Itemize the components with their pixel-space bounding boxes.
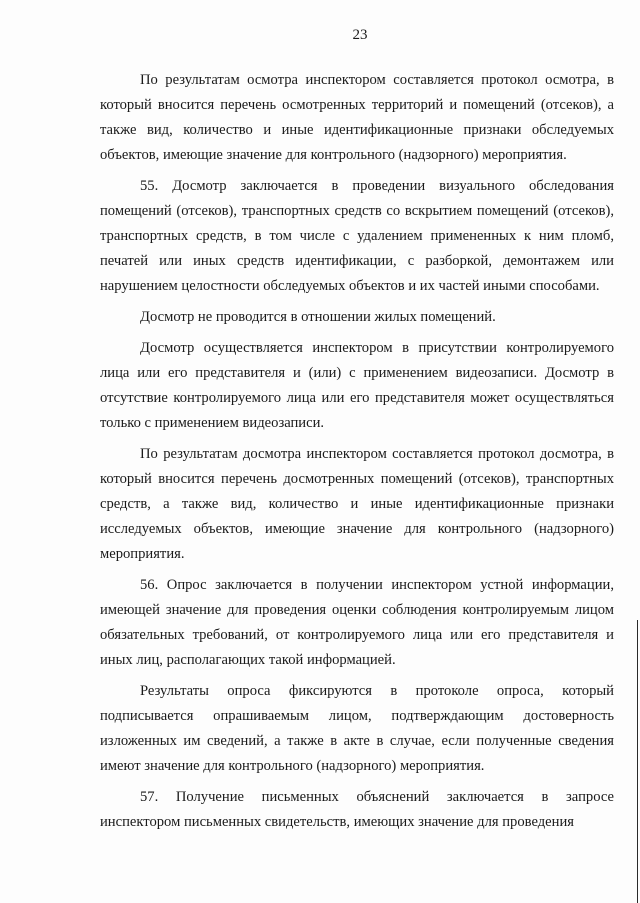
paragraph-56-interview: 56. Опрос заключается в получении инспектором устной информации, имеющей значение для проведения оценки соблюдения контролируемым лицом обязательных требований, от контролируемого лица или его представителя и иных лиц, располагающих такой информацией. [100,577,614,668]
scan-edge-line [637,620,638,903]
document-body [100,68,614,841]
paragraph-inspection-protocol: По результатам осмотра инспектором составляется протокол осмотра, в который вносится перечень осмотренных территорий и помещений (отсеков), а также вид, количество и иные идентификационные признаки обследуемых объектов, имеющие значение для контрольного (надзорного) мероприятия. [100,72,614,163]
paragraph-search-protocol: По результатам досмотра инспектором составляется протокол досмотра, в который вносится перечень досмотренных помещений (отсеков), транспортных средств, а также вид, количество и иные идентификационные признаки исследуемых объектов, имеющие значение для контрольного (надзорного) мероприятия. [100,446,614,562]
paragraph-55-search: 55. Досмотр заключается в проведении визуального обследования помещений (отсеков), транспортных средств со вскрытием помещений (отсеков), транспортных средств, в том числе с удалением примененных к ним пломб, печатей или иных средств идентификации, с разборкой, демонтажем или нарушением целостности обследуемых объектов и их частей иными способами. [100,178,614,294]
paragraph-search-residential: Досмотр не проводится в отношении жилых помещений. [140,309,496,325]
paragraph-search-presence: Досмотр осуществляется инспектором в присутствии контролируемого лица или его представителя и (или) с применением видеозаписи. Досмотр в отсутствие контролируемого лица или его представителя может осуществляться только с применением видеозаписи. [100,340,614,431]
page-number: 23 [352,27,368,43]
paragraph-57-written-explanations: 57. Получение письменных объяснений заключается в запросе инспектором письменных свидетельств, имеющих значение для проведения [100,789,614,830]
paragraph-interview-results: Результаты опроса фиксируются в протоколе опроса, который подписывается опрашиваемым лицом, подтверждающим достоверность изложенных им сведений, а также в акте в случае, если полученные сведения имеют значение для контрольного (надзорного) мероприятия. [100,683,614,774]
